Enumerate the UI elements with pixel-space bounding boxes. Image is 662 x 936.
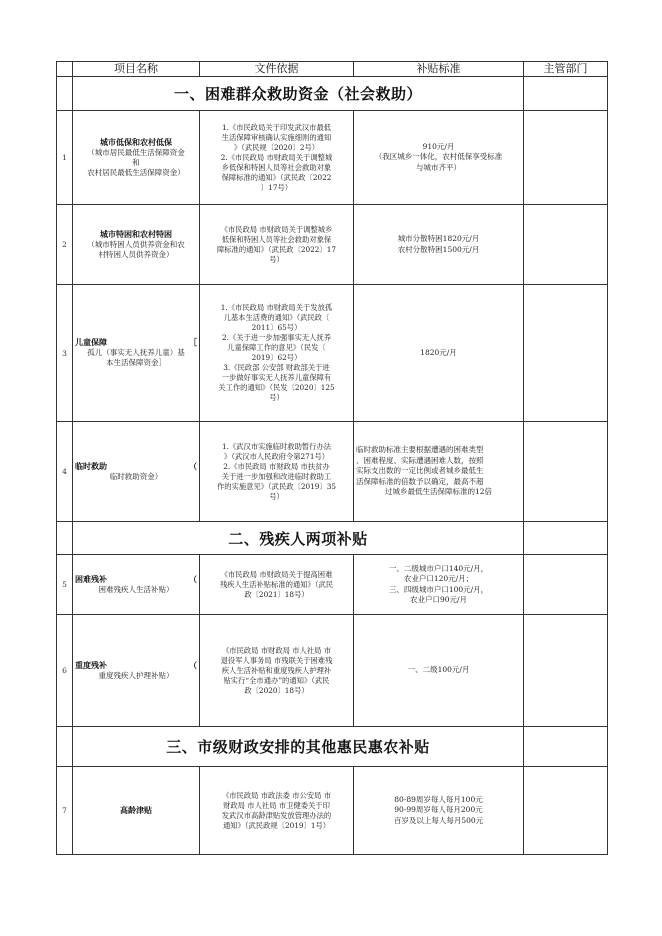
basis-line: 残疾人生活补贴标准的通知》（武民 [219, 579, 334, 589]
basis-line: 保障标准的通知》（武民政〔2022 [221, 172, 332, 182]
item-subtitle-line: 农村居民最低生活保障资金） [87, 167, 185, 177]
standard-line: 临时救助标准主要根据遭遇的困难类型 [356, 445, 484, 455]
standard-cell [354, 111, 524, 205]
header-row [57, 62, 608, 77]
basis-line: 财政局 市人社局 市卫健委关于印 [223, 800, 330, 810]
standard-line: 与城市齐平） [416, 162, 461, 172]
item-name: 城市低保和农村低保 [100, 137, 172, 147]
basis-line: 》（武民规〔2020〕2号） [233, 142, 320, 152]
basis-line: 儿基本生活费的通知》（武民政〔 [223, 313, 330, 322]
table-row [57, 285, 608, 422]
item-subtitle-line: 重度残疾人护理补贴） [98, 670, 174, 680]
standard-cell [354, 205, 524, 285]
row-number: 5 [57, 555, 73, 615]
standard-cell [354, 555, 524, 615]
basis-line: 障标准的通知》（武民政〔2022〕17 [216, 244, 337, 254]
basis-line: 政〔2021〕18号） [244, 589, 309, 599]
basis-line: 通知》（武民政规〔2019〕1号） [222, 820, 331, 830]
item-name-cell [73, 111, 200, 205]
department-cell [524, 767, 608, 855]
item-name: 城市特困和农村特困 [100, 229, 172, 239]
row-number: 4 [57, 422, 73, 522]
basis-line: 1.《武汉市实施临时救助暂行办法 [221, 441, 332, 451]
basis-line: 《市民政局 市财政局关于调整城乡 [220, 224, 333, 234]
item-subtitle-line: 和 [132, 157, 140, 167]
department-cell [524, 555, 608, 615]
item-subtitle-line: （城市特困人员供养资金和农 [87, 239, 185, 249]
item-bracket: （ [189, 574, 197, 584]
basis-line: 《市民政局 市财政局关于提高困难 [220, 569, 333, 579]
header-number-cell [57, 62, 73, 77]
section-title: 二、残疾人两项补贴 [73, 522, 524, 555]
basis-line: 《市民政局 市财政局 市人社局 市 [221, 645, 332, 655]
section-row [57, 727, 608, 767]
department-cell [524, 615, 608, 727]
basis-line: 号） [269, 491, 284, 501]
row-number: 7 [57, 767, 73, 855]
item-bracket: ［ [189, 338, 197, 347]
item-subtitle-line: （城市居民最低生活保障资金 [87, 147, 185, 157]
standard-line: 农业户口90元/月 [409, 595, 468, 604]
item-name: 重度残补 [75, 660, 107, 670]
basis-line: 发武汉市高龄津贴发放管理办法的 [221, 810, 332, 820]
basis-line: 贴实行“全市通办”的通知》（武民 [223, 675, 330, 685]
standard-line: 一、二级100元/月 [407, 665, 470, 675]
item-name-cell [73, 555, 200, 615]
header-department: 主管部门 [524, 62, 608, 77]
basis-line: 作的实施意见》（武民政〔2019〕35 [216, 481, 337, 491]
section-department-cell [524, 77, 608, 111]
standard-cell [354, 422, 524, 522]
department-cell [524, 285, 608, 422]
item-name-line [75, 661, 197, 671]
section-department-cell [524, 522, 608, 555]
standard-line: 1820元/月 [420, 347, 457, 357]
section-title: 三、市级财政安排的其他惠民惠农补贴 [73, 727, 524, 767]
section-department-cell [524, 727, 608, 767]
standard-line: 一、二级城市户口140元/月， [388, 563, 489, 573]
basis-line: 1.《市民政局关于印发武汉市最低 [221, 122, 332, 132]
basis-line: 政〔2020〕18号） [244, 685, 309, 695]
item-name-cell [73, 285, 200, 422]
item-name: 儿童保障 [75, 338, 107, 347]
item-subtitle-line: 困难残疾人生活补贴） [98, 584, 174, 594]
table-row [57, 615, 608, 727]
item-name: 困难残补 [75, 574, 107, 584]
basis-cell [200, 285, 354, 422]
basis-line: 〕17号） [260, 182, 293, 192]
row-number: 2 [57, 205, 73, 285]
item-bracket: （ [189, 461, 197, 471]
basis-line: 儿童保障工作的意见》（民发〔 [227, 343, 326, 352]
standard-line: 百岁及以上每人每月500元 [393, 815, 484, 825]
item-name-line [75, 575, 197, 585]
item-name-cell [73, 422, 200, 522]
basis-cell [200, 111, 354, 205]
header-name: 项目名称 [73, 62, 200, 77]
item-name-line [75, 338, 197, 348]
standard-line: 、困难程度、实际遭遇困难人数，按照 [356, 455, 484, 465]
row-number: 3 [57, 285, 73, 422]
basis-line: 》（武汉市人民政府令第271号） [223, 451, 330, 461]
basis-line: 低保和特困人员等社会救助对象保 [221, 234, 332, 244]
table-row [57, 422, 608, 522]
basis-line: 号） [269, 254, 284, 264]
basis-cell [200, 615, 354, 727]
basis-cell [200, 422, 354, 522]
basis-cell [200, 767, 354, 855]
basis-line: 2.《市民政局 市财政局 市扶贫办 [223, 461, 330, 471]
standard-cell [354, 615, 524, 727]
department-cell [524, 205, 608, 285]
section-number-cell [57, 727, 73, 767]
item-subtitle-line: 本生活保障资金］ [106, 358, 166, 367]
row-number: 6 [57, 615, 73, 727]
basis-line: 生活保障审核确认实施细则的通知 [221, 132, 332, 142]
basis-cell [200, 205, 354, 285]
item-subtitle-line: 孤儿（事实无人抚养儿童）基 [87, 348, 185, 357]
basis-line: 3.《民政部 公安部 财政部关于进 [223, 363, 330, 372]
basis-line: 2019〕62号） [251, 353, 302, 362]
section-number-cell [57, 522, 73, 555]
basis-line: 2011〕65号） [251, 323, 302, 332]
standard-line: 城市分散特困1820元/月 [397, 234, 480, 243]
department-cell [524, 111, 608, 205]
item-name: 临时救助 [75, 461, 107, 471]
header-basis: 文件依据 [200, 62, 354, 77]
section-row [57, 522, 608, 555]
standard-line: （我区城乡一体化，农村低保享受标准 [374, 152, 503, 162]
row-number: 1 [57, 111, 73, 205]
standard-line: 活保障标准的倍数予以确定，最高不超 [356, 476, 484, 486]
item-name-line [75, 462, 197, 472]
standard-line: 实际支出数的一定比例或者城乡最低生 [356, 466, 484, 476]
item-bracket: （ [189, 660, 197, 670]
basis-line: 乡低保和特困人员等社会救助对象 [221, 162, 332, 172]
standard-line: 农业户口120元/月； [403, 574, 474, 583]
basis-line: 疾人生活补贴和重度残疾人护理补 [221, 665, 332, 675]
basis-line: 2.《关于进一步加强事实无人抚养 [221, 333, 332, 342]
item-name-cell [73, 767, 200, 855]
standard-line: 910元/月 [422, 141, 455, 151]
table-row [57, 111, 608, 205]
standard-line: 80-89周岁每人每月100元 [394, 794, 483, 804]
standard-cell [354, 285, 524, 422]
standard-line: 农村分散特困1500元/月 [397, 244, 480, 254]
section-number-cell [57, 77, 73, 111]
basis-line: 号） [269, 393, 284, 402]
item-subtitle-line: 村特困人员供养资金） [98, 249, 174, 259]
basis-line: 一步做好事实无人抚养儿童保障有 [221, 373, 332, 382]
basis-line: 关于进一步加强和改进临时救助工 [221, 471, 332, 481]
standard-line: 90-99周岁每人每月200元 [394, 805, 483, 815]
item-name-cell [73, 205, 200, 285]
standard-line: 三、四级城市户口100元/月， [388, 584, 489, 594]
basis-line: 2.《市民政局 市财政局关于调整城 [220, 152, 333, 162]
item-subtitle-line: 临时救助资金） [109, 471, 163, 481]
table-row [57, 767, 608, 855]
basis-line: 1.《市民政局 市财政局关于发放孤 [220, 303, 333, 312]
subsidy-table [56, 61, 608, 855]
section-title: 一、困难群众救助资金（社会救助） [73, 77, 524, 111]
table-row [57, 205, 608, 285]
department-cell [524, 422, 608, 522]
basis-line: 退役军人事务局 市残联关于困难残 [220, 655, 333, 665]
item-name: 高龄津贴 [120, 805, 152, 815]
basis-cell [200, 555, 354, 615]
section-row [57, 77, 608, 111]
item-name-cell [73, 615, 200, 727]
header-standard: 补贴标准 [354, 62, 524, 77]
table-row [57, 555, 608, 615]
basis-line: 关工作的通知》（民发〔2020〕125 [218, 383, 335, 392]
basis-line: 《市民政局 市政法委 市公安局 市 [221, 790, 332, 800]
standard-line: 过城乡最低生活保障标准的12倍 [384, 487, 493, 497]
standard-cell [354, 767, 524, 855]
